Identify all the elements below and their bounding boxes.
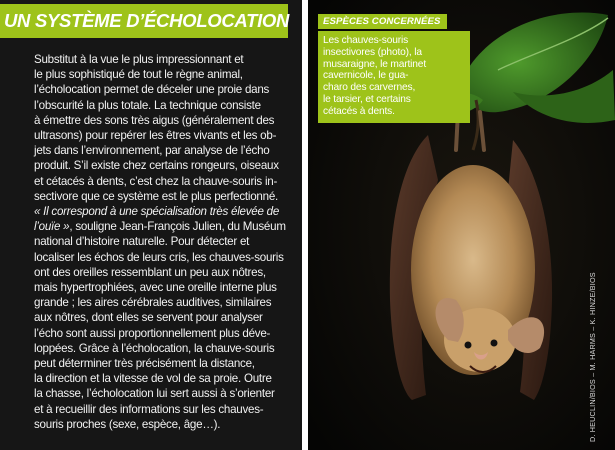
photo-panel: [308, 0, 615, 450]
article-line: Substitut à la vue le plus impressionnant et: [34, 53, 244, 66]
article-line: ont des oreilles ressemblant un peu aux nôtres,: [34, 265, 266, 279]
species-line: le tarsier, et certains: [323, 93, 411, 105]
species-line: insectivores (photo), la: [323, 46, 422, 58]
quote-end: l’ouïe »: [34, 220, 70, 234]
bat-eye: [491, 340, 498, 347]
bat-eye: [465, 342, 472, 349]
article-line: jets dans l’environnement, par analyse de l’écho: [34, 144, 270, 158]
article-title: UN SYSTÈME D’ÉCHOLOCATION: [4, 10, 290, 31]
article-panel: [0, 0, 302, 450]
article-line: grande ; les aires cérébrales auditives, similaires: [34, 296, 272, 310]
article-line: souris proches (sexe, espèce, âge…).: [34, 417, 221, 431]
title-bar: [0, 4, 288, 38]
article-line: à émettre des sons très aigus (généralement des: [34, 113, 275, 127]
species-box: [318, 11, 470, 123]
article-body: [34, 52, 298, 432]
article-line: l’obscurité la plus totale. La technique consiste: [34, 98, 261, 112]
species-line: Les chauves-souris: [323, 35, 409, 46]
species-line: musaraigne, le martinet: [323, 58, 427, 70]
article-line: peut déterminer très précisément la distance,: [34, 357, 255, 371]
photo-credit-text: D. HEUCLIN/BIOS – M. HARMS – K. HINZE/BIOS: [588, 272, 597, 442]
article-line: ultrasons) pour repérer les êtres vivants et les ob-: [34, 129, 277, 143]
article-line: et à recueillir des informations sur les chauves-: [34, 402, 264, 416]
article-line: national d’histoire naturelle. Pour détecter et: [34, 235, 250, 249]
species-line: charo des carvernes,: [323, 82, 416, 94]
article-line: mais hypertrophiées, avec une oreille interne plus: [34, 281, 277, 295]
quote-line: « Il correspond à une spécialisation très élevée de: [34, 205, 280, 219]
article-line: loppées. Grâce à l’écholocation, la chauve-souris: [34, 341, 275, 355]
article-line: le plus sophistiqué de tout le règne animal,: [34, 68, 243, 82]
species-heading: ESPÈCES CONCERNÉES: [318, 14, 447, 29]
article-line: localiser les échos de leurs cris, les chauves-souris: [34, 250, 284, 264]
article-line: l’écho sont aussi proportionnellement plus déve-: [34, 326, 271, 340]
article-line: et cétacés à dents, c’est chez la chauve-souris in-: [34, 174, 278, 188]
article-line: la chasse, l’écholocation lui sert aussi à s’orienter: [34, 387, 275, 401]
species-body: [318, 31, 470, 123]
article-line: produit. S’il existe chez certains rongeurs, oiseaux: [34, 159, 279, 173]
species-line: cavernicole, le gua-: [323, 70, 409, 82]
article-line: la direction et la vitesse de vol de sa proie. Outre: [34, 372, 272, 386]
article-line: aux nôtres, dont elles se servent pour analyser: [34, 311, 263, 325]
article-line: sectivore que ce système est le plus perfectionné.: [34, 189, 278, 203]
article-line: l’écholocation permet de déceler une proie dans: [34, 83, 270, 97]
species-line: cétacés à dents.: [323, 105, 395, 117]
quote-attribution: , souligne Jean-François Julien, du Muséum: [69, 220, 286, 234]
article-line: [34, 219, 298, 234]
